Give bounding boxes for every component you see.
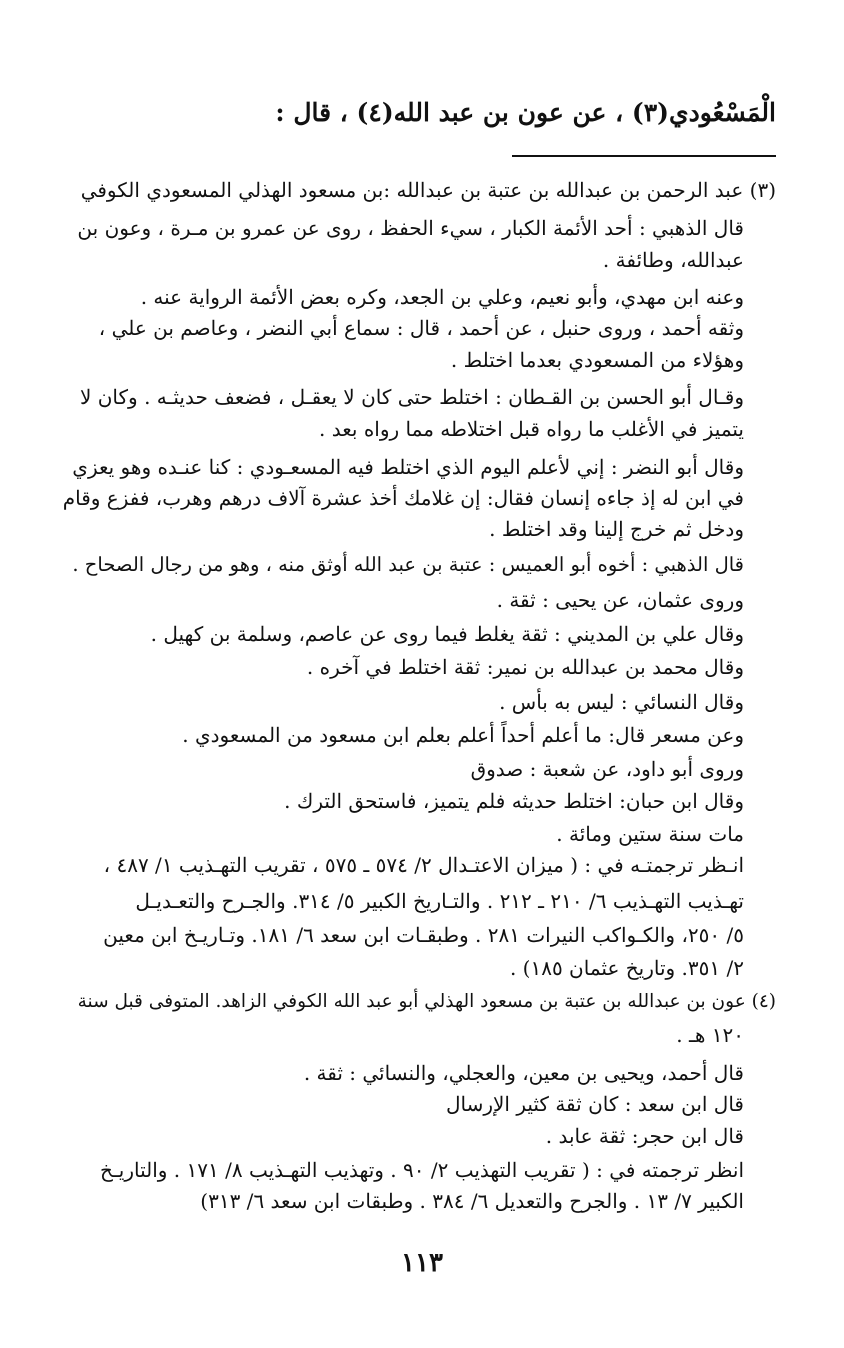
footnote-3-line-21: انـظر ترجمتـه في : ( ميزان الاعتـدال ٢/ ٥٧٤ ـ ٥٧٥ ، تقريب التهـذيب ١/ ٤٨٧ ، [103,853,744,877]
footnote-4-line-5: قال ابن حجر: ثقة عابد . [545,1124,744,1148]
footnote-3-line-13: وروى عثمان، عن يحيى : ثقة . [496,588,744,612]
footnote-4-line-1: (٤) عون بن عبدالله بن عتبة بن مسعود الهذلي أبو عبد الله الكوفي الزاهد. المتوفى قبل سنة [77,991,776,1012]
footnote-3-line-17: وعن مسعر قال: ما أعلم أحداً أعلم بعلم ابن مسعود من المسعودي . [182,723,744,747]
footnote-3-line-4: وعنه ابن مهدي، وأبو نعيم، وعلي بن الجعد، وكره بعض الأئمة الرواية عنه . [140,285,744,309]
footnote-3-line-12: قال الذهبي : أخوه أبو العميس : عتبة بن عبد الله أوثق منه ، وهو من رجال الصحاح . [72,553,744,576]
footnote-3-line-6: وهؤلاء من المسعودي بعدما اختلط . [450,348,744,372]
footnote-3-line-16: وقال النسائي : ليس به بأس . [499,690,744,714]
footnote-4-line-3: قال أحمد، ويحيى بن معين، والعجلي، والنسائي : ثقة . [303,1061,744,1085]
footnote-4-line-6: انظر ترجمته في : ( تقريب التهذيب ٢/ ٩٠ . وتهذيب التهـذيب ٨/ ١٧١ . والتاريـخ [99,1158,744,1182]
footnote-3-line-20: مات سنة ستين ومائة . [556,822,744,846]
footnote-4-line-4: قال ابن سعد : كان ثقة كثير الإرسال [445,1092,744,1116]
footnote-3-line-22: تهـذيب التهـذيب ٦/ ٢١٠ ـ ٢١٢ . والتـاريخ الكبير ٥/ ٣١٤. والجـرح والتعـديـل [135,889,744,913]
footnote-4-line-2: ١٢٠ هـ . [676,1023,744,1047]
footnote-3-line-9: وقال أبو النضر : إني لأعلم اليوم الذي اختلط فيه المسعـودي : كنا عنـده وهو يعزي [72,455,744,479]
footnote-3-line-3: عبدالله، وطائفة . [602,248,744,272]
footnote-3-line-10: في ابن له إذ جاءه إنسان فقال: إن غلامك أخذ عشرة آلاف درهم وهرب، ففزع وقام [62,486,744,510]
footnote-3-line-19: وقال ابن حبان: اختلط حديثه فلم يتميز، فاستحق الترك . [284,789,744,813]
footnote-3-line-14: وقال علي بن المديني : ثقة يغلط فيما روى عن عاصم، وسلمة بن كهيل . [150,622,744,646]
footnote-3-line-8: يتميز في الأغلب ما رواه قبل اختلاطه مما رواه بعد . [319,417,744,441]
footnote-3-line-1: (٣) عبد الرحمن بن عبدالله بن عتبة بن عبدالله :بن مسعود الهذلي المسعودي الكوفي [80,178,776,202]
footnote-3-line-18: وروى أبو داود، عن شعبة : صدوق [470,757,744,781]
footnote-separator [512,155,776,157]
footnote-3-line-2: قال الذهبي : أحد الأئمة الكبار ، سيء الحفظ ، روى عن عمرو بن مـرة ، وعون بن [77,216,744,240]
footnote-3-line-23: ٥/ ٢٥٠، والكـواكب النيرات ٢٨١ . وطبقـات ابن سعد ٦/ ١٨١. وتـاريـخ ابن معين [103,923,744,947]
footnote-3-line-24: ٢/ ٣٥١. وتاريخ عثمان ١٨٥) . [509,956,744,980]
main-text-line: الْمَسْعُودي(٣) ، عن عون بن عبد الله(٤) ، قال : [275,98,776,127]
page-number: ١١٣ [401,1248,443,1278]
footnote-3-line-7: وقـال أبو الحسن بن القـطان : اختلط حتى كان لا يعقـل ، فضعف حديثـه . وكان لا [79,385,744,409]
footnote-4-line-7: الكبير ٧/ ١٣ . والجرح والتعديل ٦/ ٣٨٤ . وطبقات ابن سعد ٦/ ٣١٣) [200,1189,744,1213]
footnote-3-line-11: ودخل ثم خرج إلينا وقد اختلط . [489,517,744,541]
footnote-3-line-5: وثقه أحمد ، وروى حنبل ، عن أحمد ، قال : سماع أبي النضر ، وعاصم بن علي ، [98,316,744,340]
footnote-3-line-15: وقال محمد بن عبدالله بن نمير: ثقة اختلط في آخره . [306,655,744,679]
